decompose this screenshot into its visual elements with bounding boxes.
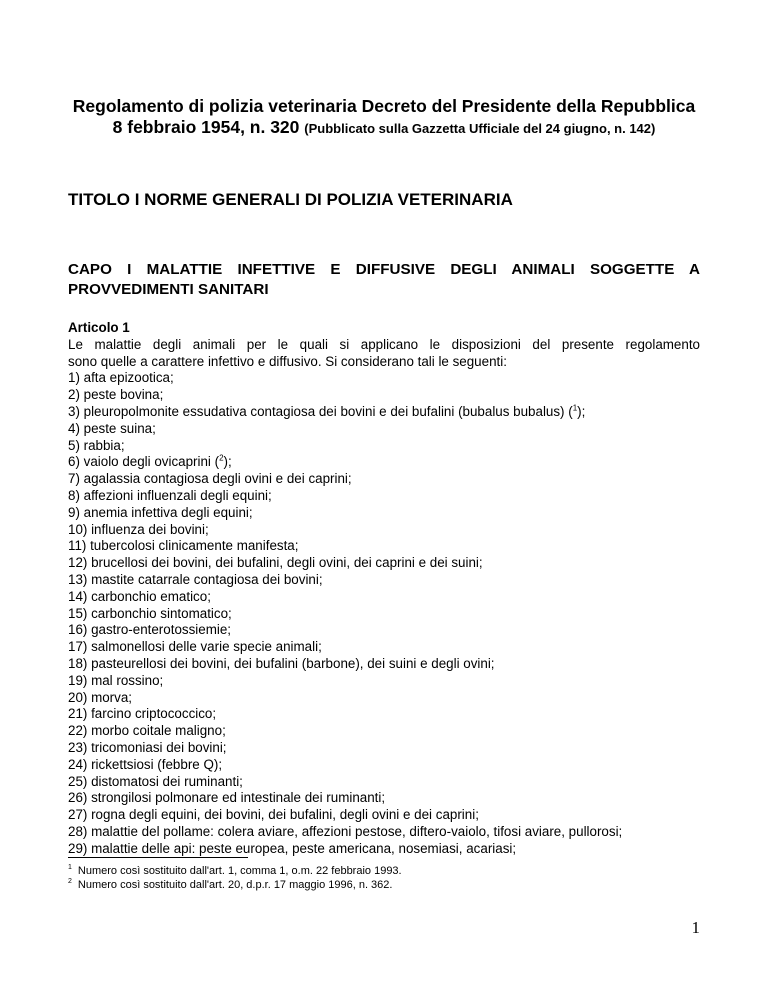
- article-intro: [68, 337, 700, 371]
- list-item-text: 29) malattie delle api: peste europea, peste americana, nosemiasi, acariasi;: [68, 840, 517, 856]
- list-item: [68, 387, 700, 404]
- list-item: [68, 606, 700, 623]
- footnote-divider: [68, 857, 248, 858]
- title-line-1: Regolamento di polizia veterinaria Decreto del Presidente della Repubblica: [72, 96, 696, 116]
- list-item: [68, 757, 700, 774]
- list-item-text: 25) distomatosi dei ruminanti;: [68, 773, 243, 789]
- titolo-heading: TITOLO I NORME GENERALI DI POLIZIA VETERINARIA: [68, 190, 513, 209]
- capo-heading-line-1: CAPO I MALATTIE INFETTIVE E DIFFUSIVE DEGLI ANIMALI SOGGETTE A: [68, 261, 700, 278]
- list-item: [68, 538, 700, 555]
- footnote-number: 2: [68, 878, 72, 886]
- list-item: [68, 740, 700, 757]
- list-item-text: 9) anemia infettiva degli equini;: [68, 504, 253, 520]
- list-item-text-tail: );: [223, 454, 232, 470]
- list-item-text: 11) tubercolosi clinicamente manifesta;: [68, 538, 299, 554]
- page-number: 1: [691, 918, 700, 937]
- list-item-text: 1) afta epizootica;: [68, 370, 174, 386]
- document-title: [68, 96, 700, 139]
- footnotes: [68, 864, 402, 892]
- list-item-text: 15) carbonchio sintomatico;: [68, 605, 232, 621]
- list-item: [68, 438, 700, 455]
- list-item: [68, 454, 700, 471]
- capo-heading-line-2: PROVVEDIMENTI SANITARI: [68, 281, 269, 298]
- list-item: [68, 404, 700, 421]
- list-item-text: 21) farcino criptococcico;: [68, 706, 217, 722]
- list-item: [68, 841, 700, 858]
- list-item: [68, 488, 700, 505]
- disease-list: [68, 370, 700, 857]
- list-item-text: 14) carbonchio ematico;: [68, 588, 211, 604]
- list-item-text: 18) pasteurellosi dei bovini, dei bufalini (barbone), dei suini e degli ovini;: [68, 655, 495, 671]
- list-item: [68, 555, 700, 572]
- list-item: [68, 471, 700, 488]
- list-item: [68, 505, 700, 522]
- list-item: [68, 421, 700, 438]
- list-item: [68, 824, 700, 841]
- list-item: [68, 690, 700, 707]
- article-intro-line-2: sono quelle a carattere infettivo e diffusivo. Si considerano tali le seguenti:: [68, 353, 507, 369]
- footnote-reference[interactable]: 1: [572, 403, 578, 413]
- footnote-text: Numero così sostituito dall'art. 1, comma 1, o.m. 22 febbraio 1993.: [77, 865, 402, 877]
- list-item: [68, 807, 700, 824]
- article-intro-line-1: Le malattie degli animali per le quali si applicano le disposizioni del presente regolamento: [68, 336, 700, 352]
- list-item: [68, 639, 700, 656]
- list-item-text: 4) peste suina;: [68, 420, 156, 436]
- list-item-text: 12) brucellosi dei bovini, dei bufalini, degli ovini, dei caprini e dei suini;: [68, 555, 483, 571]
- list-item: [68, 656, 700, 673]
- list-item-text: 5) rabbia;: [68, 437, 125, 453]
- list-item: [68, 790, 700, 807]
- list-item-text: 8) affezioni influenzali degli equini;: [68, 487, 272, 503]
- list-item-text: 22) morbo coitale maligno;: [68, 723, 226, 739]
- list-item-text: 23) tricomoniasi dei bovini;: [68, 739, 227, 755]
- list-item-text: 3) pleuropolmonite essudativa contagiosa dei bovini e dei bufalini (bubalus bubalus) (: [68, 403, 573, 419]
- list-item: [68, 522, 700, 539]
- list-item: [68, 706, 700, 723]
- list-item: [68, 370, 700, 387]
- list-item-text: 24) rickettsiosi (febbre Q);: [68, 756, 223, 772]
- article-title: Articolo 1: [68, 320, 130, 335]
- list-item-text: 13) mastite catarrale contagiosa dei bovini;: [68, 571, 323, 587]
- list-item-text: 28) malattie del pollame: colera aviare, affezioni pestose, diftero-vaiolo, tifosi aviare, pullorosi;: [68, 823, 623, 839]
- title-line-2: 8 febbraio 1954, n. 320: [112, 117, 300, 137]
- footnote-number: 1: [68, 864, 72, 872]
- capo-heading: [68, 260, 700, 300]
- title-publication-note: (Pubblicato sulla Gazzetta Ufficiale del 24 giugno, n. 142): [304, 121, 656, 136]
- article-body: [68, 320, 700, 858]
- list-item: [68, 774, 700, 791]
- list-item-text: 20) morva;: [68, 689, 132, 705]
- list-item-text: 27) rogna degli equini, dei bovini, dei bufalini, degli ovini e dei caprini;: [68, 807, 479, 823]
- list-item-text: 17) salmonellosi delle varie specie animali;: [68, 639, 322, 655]
- list-item: [68, 572, 700, 589]
- footnote-text: Numero così sostituito dall'art. 20, d.p.r. 17 maggio 1996, n. 362.: [77, 879, 393, 891]
- list-item: [68, 589, 700, 606]
- document-page: [68, 0, 700, 994]
- list-item: [68, 622, 700, 639]
- list-item-text: 26) strongilosi polmonare ed intestinale dei ruminanti;: [68, 790, 386, 806]
- list-item-text: 6) vaiolo degli ovicaprini (: [68, 454, 220, 470]
- list-item: [68, 673, 700, 690]
- list-item: [68, 723, 700, 740]
- list-item-text: 16) gastro-enterotossiemie;: [68, 622, 231, 638]
- list-item-text: 7) agalassia contagiosa degli ovini e dei caprini;: [68, 471, 352, 487]
- footnote: [68, 878, 402, 892]
- footnote-reference[interactable]: 2: [219, 453, 224, 463]
- list-item-text: 10) influenza dei bovini;: [68, 521, 209, 537]
- list-item-text: 19) mal rossino;: [68, 672, 164, 688]
- list-item-text: 2) peste bovina;: [68, 387, 164, 403]
- footnote: [68, 864, 402, 878]
- list-item-text-tail: );: [577, 403, 586, 419]
